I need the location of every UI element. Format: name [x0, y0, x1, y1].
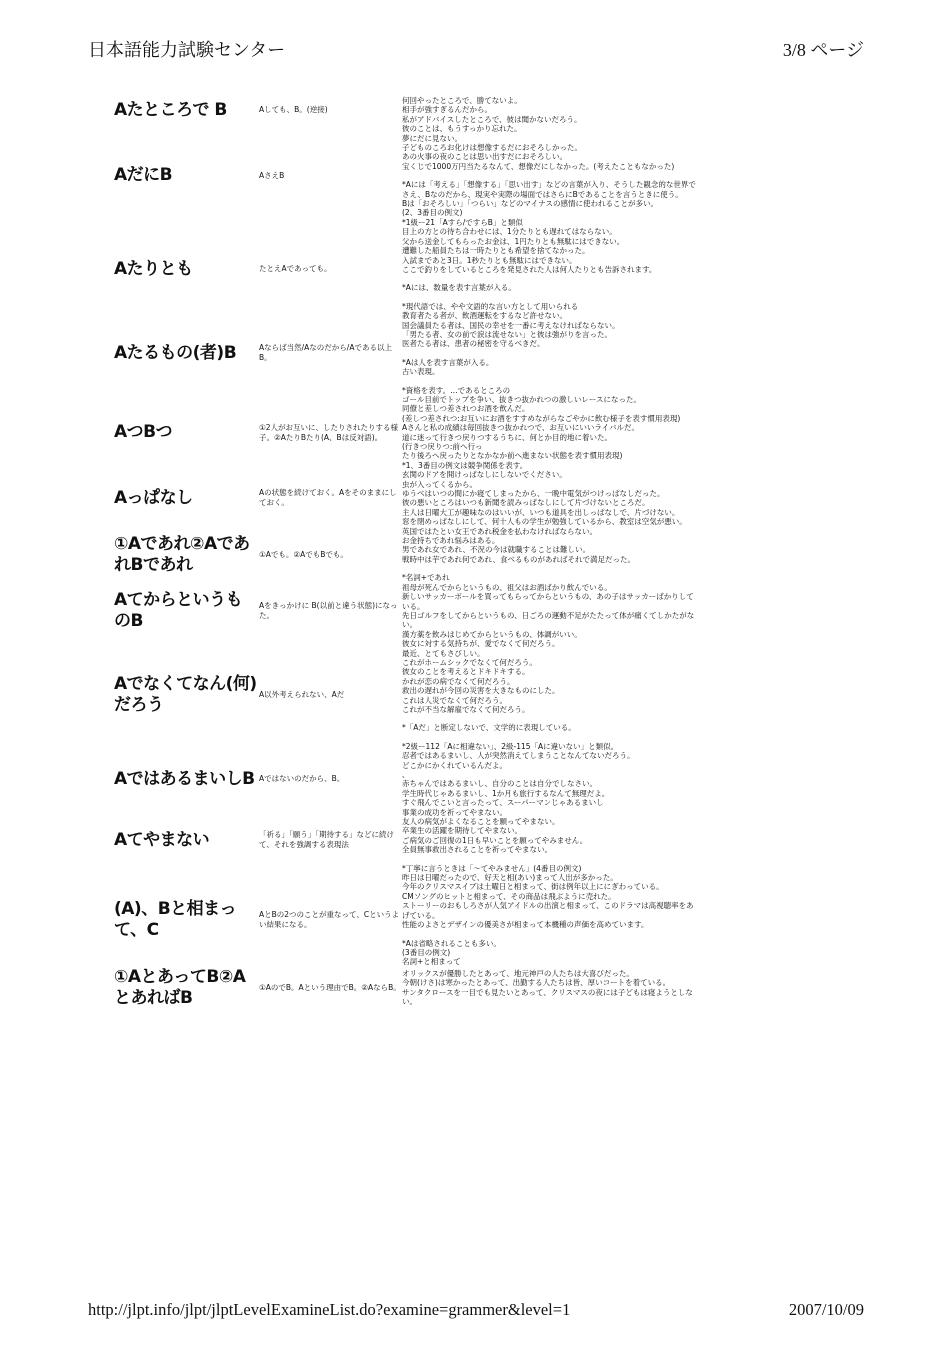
grammar-term: Aたるもの(者)B: [114, 342, 237, 363]
grammar-term: AだにB: [114, 165, 173, 186]
example-line: 教育者たる者が、飲酒運転をするなど許せない。: [402, 311, 567, 321]
grammar-term: Aでなくてなん(何)だろう: [114, 674, 257, 716]
example-line: 虫が入ってくるから。: [402, 479, 477, 489]
example-line: 祖母が死んでからというもの、祖父はお酒ばかり飲んでいる。: [402, 582, 612, 592]
grammar-term: ①AとあってB②AとあればB: [114, 966, 246, 1008]
grammar-term: Aたりとも: [114, 258, 193, 279]
grammar-meaning: ①Aでも。②AでもBでも。: [259, 549, 348, 559]
grammar-term: Aっぱなし: [114, 487, 193, 508]
example-sentences: [402, 470, 764, 526]
example-sentences: [402, 124, 764, 227]
example-line: *1、3番目の例文は競争関係を表す。: [402, 460, 528, 470]
example-line: [402, 293, 764, 302]
example-line: 古い表現。: [402, 367, 440, 377]
example-line: 同僚と差しつ差されつお酒を飲んだ。: [402, 404, 530, 414]
grammar-meaning: AさえB: [259, 170, 285, 180]
example-line: 性能のよさとデザインの優美さが相まって本機種の声価を高めています。: [402, 920, 649, 930]
example-line: 先日ゴルフをしてからというもの、日ごろの運動不足がたたって体が痛くてしかたがな: [402, 610, 695, 620]
example-line: すぐ飛んでこいと言ったって、スーパーマンじゃあるまいし: [402, 798, 604, 808]
example-line: 彼女のことを考えるとドキドキする。: [402, 667, 530, 677]
grammar-entry: [114, 311, 764, 395]
example-line: 今年のクリスマスイブは土曜日と相まって、街は例年以上ににぎわっている。: [402, 882, 664, 892]
grammar-meaning: たとえAであっても。: [259, 264, 332, 274]
example-line: 学生時代じゃあるまいし、1か月も旅行するなんて無理だよ。: [402, 788, 610, 798]
example-line: Bは「おそろしい」「つらい」などのマイナスの感情に使われることが多い。: [402, 199, 658, 209]
example-line: 医者たる者は、患者の秘密を守るべきだ。: [402, 339, 545, 349]
example-line: 男であれ女であれ、不況の今は就職することは難しい。: [402, 545, 590, 555]
example-line: 遭難した船員たちは一時たりとも希望を捨てなかった。: [402, 246, 590, 256]
example-line: い。: [402, 620, 417, 630]
grammar-meaning: ①2人がお互いに、したりされたりする様子。②AたりBたり(A、Bは反対語)。: [259, 422, 398, 442]
grammar-meaning: Aならば当然/Aなのだから/Aである以上B。: [259, 343, 392, 363]
example-line: 卒業生の活躍を期待してやまない。: [402, 826, 522, 836]
example-line: *Aは省略されることも多い。: [402, 938, 501, 948]
example-line: [402, 274, 764, 283]
grammar-entry: [114, 639, 764, 751]
example-sentences: [402, 311, 764, 395]
example-sentences: [402, 751, 764, 807]
example-line: *資格を表す。…であるところの: [402, 385, 511, 395]
example-line: 彼女に対する気持ちが、愛でなくて何だろう。: [402, 639, 560, 649]
example-line: *現代語では、やや文語的な言い方として用いられる: [402, 301, 579, 311]
example-line: これが不当な解雇でなくて何だろう。: [402, 704, 530, 714]
example-line: 今朝(けさ)は寒かったとあって、出勤する人たちは皆、厚いコートを着ている。: [402, 978, 671, 988]
example-line: 道に迷って行きつ戻りつするうちに、何とか目的地に着いた。: [402, 432, 612, 442]
example-sentences: [402, 969, 764, 1007]
example-line: 夢にだに見ない。: [402, 133, 462, 143]
example-line: 新しいサッカーボールを買ってもらってからというもの、あの子はサッカーばかりして: [402, 592, 694, 602]
grammar-entry: [114, 395, 764, 470]
grammar-table: [114, 96, 764, 1009]
example-line: 事業の成功を祈ってやまない。: [402, 807, 507, 817]
example-line: (行きつ戻りつ:前へ行っ: [402, 442, 483, 451]
grammar-entry: [114, 527, 764, 583]
example-line: 私がアドバイスしたところで、彼は聞かないだろう。: [402, 114, 582, 124]
example-line: *1級ー21「Aすら/ですらB」と類似: [402, 217, 523, 227]
footer-date: 2007/10/09: [788, 1300, 864, 1319]
example-line: ストーリーのおもしろさが人気アイドルの出演と相まって、このドラマは高視聴率をあ: [402, 901, 694, 911]
example-line: *丁寧に言うときは「～てやみません」(4番目の例文): [402, 863, 582, 873]
example-line: お金持ちであれ悩みはある。: [402, 536, 500, 546]
example-line: [402, 171, 764, 180]
example-line: *「Aだ」と断定しないで、文学的に表現している。: [402, 723, 576, 733]
grammar-meaning: AとBの2つのことが重なって、Cというよい結果になる。: [259, 909, 400, 929]
grammar-meaning: A以外考えられない、Aだ: [259, 690, 345, 700]
grammar-meaning: Aではないのだから、B。: [259, 774, 345, 784]
grammar-entry: [114, 873, 764, 967]
example-line: (差しつ差されつ:お互いにお酒をすすめながらなごやかに飲む様子を表す慣用表現): [402, 413, 681, 423]
example-line: *Aは人を表す言葉が入る。: [402, 357, 494, 367]
grammar-meaning: Aの状態を続けておく。Aをそのままにしておく。: [259, 488, 397, 508]
example-line: い。: [402, 997, 417, 1007]
example-line: あの火事の夜のことは思い出すだにおそろしい。: [402, 152, 567, 162]
example-line: 友人の病気がよくなることを願ってやまない。: [402, 817, 560, 827]
example-line: 何回やったところで、勝てないよ。: [402, 96, 522, 105]
example-line: 彼の悪いところはいつも新聞を読みっぱなしにして片づけないところだ。: [402, 498, 650, 508]
grammar-term: AではあるまいしB: [114, 768, 255, 789]
example-line: 昨日は日曜だったので、好天と相(あい)まって人出が多かった。: [402, 873, 618, 883]
grammar-entry: [114, 751, 764, 807]
example-sentences: [402, 96, 764, 124]
example-line: Aさんと私の成績は毎回抜きつ抜かれつで、お互いにいいライバルだ。: [402, 423, 639, 433]
example-line: 宝くじで1000万円当たるなんて、想像だにしなかった。(考えたこともなかった): [402, 161, 675, 171]
grammar-term: ①Aであれ②AであれBであれ: [114, 533, 250, 575]
example-line: 目上の方との待ち合わせには、1分たりとも遅れてはならない。: [402, 227, 617, 237]
example-line: 玄関のドアを開けっぱなしにしないでください。: [402, 470, 567, 480]
grammar-term: Aたところで B: [114, 99, 227, 120]
grammar-meaning: ①AのでB。Aという理由でB。②AならB。: [259, 982, 401, 992]
example-line: 彼のことは、もうすっかり忘れた。: [402, 124, 522, 134]
grammar-meaning: Aしても、B。(逆接): [259, 105, 328, 115]
example-line: (2、3番目の例文): [402, 208, 463, 218]
example-sentences: [402, 808, 764, 873]
example-line: (3番目の例文): [402, 947, 451, 957]
example-line: 英国ではたとい女王であれ税金を払わなければならない。: [402, 526, 597, 536]
grammar-meaning: Aをきっかけに B(以前と違う状態)になった。: [259, 600, 398, 620]
example-line: 相手が強すぎるんだから。: [402, 105, 492, 115]
example-line: *Aには「考える」「想像する」「思い出す」などの言葉が入り、そうした観念的な世界で: [402, 180, 696, 190]
grammar-entry: [114, 808, 764, 873]
example-line: サンタクロースを一目でも見たいとあって、クリスマスの夜には子どもは寝ようとしな: [402, 987, 693, 997]
example-line: 最近、とてもさびしい。: [402, 648, 485, 658]
example-line: CMソングのヒットと相まって、その商品は飛ぶように売れた。: [402, 891, 616, 901]
grammar-term: (A)、Bと相まって、C: [114, 898, 237, 940]
example-line: [402, 564, 764, 573]
example-line: ここで釣りをしているところを発見された人は何人たりとも告訴されます。: [402, 264, 657, 274]
example-line: 窓を閉めっぱなしにして、何十人もの学生が勉強しているから、教室は空気が悪い。: [402, 517, 687, 527]
example-line: 国会議員たる者は、国民の幸せを一番に考えなければならない。: [402, 320, 620, 330]
example-line: げている。: [402, 910, 440, 920]
example-line: たり後ろへ戻ったりとなかなか前へ進まない状態を表す慣用表現): [402, 451, 623, 461]
footer-url: http://jlpt.info/jlpt/jlptLevelExamineList.do?examine=grammer&level=1: [88, 1300, 571, 1319]
example-line: 「男たる者、女の前で涙は流せない」と彼は強がりを言った。: [402, 329, 612, 339]
example-line: 救出の遅れが今回の災害を大きなものにした。: [402, 686, 560, 696]
example-sentences: [402, 395, 764, 470]
example-line: *名詞+であれ: [402, 573, 450, 583]
grammar-entry: [114, 124, 764, 227]
example-line: ゆうべはいつの間にか寝てしまったから、一晩中電気がつけっぱなしだった。: [402, 489, 665, 499]
grammar-term: AてからというものB: [114, 589, 243, 631]
example-sentences: [402, 527, 764, 583]
grammar-entry: [114, 96, 764, 124]
example-sentences: [402, 583, 764, 639]
example-line: 忍者ではあるまいし、人が突然消えてしまうことなんてないだろう。: [402, 751, 635, 761]
example-line: ご病気のご回復の1日も早いことを願ってやみません。: [402, 835, 588, 845]
grammar-term: AつBつ: [114, 422, 173, 443]
grammar-entry: [114, 583, 764, 639]
example-sentences: [402, 639, 764, 751]
example-line: [402, 349, 764, 358]
example-line: [402, 855, 764, 864]
example-line: オリックスが優勝したとあって、地元神戸の人たちは大喜びだった。: [402, 968, 634, 978]
example-line: [402, 733, 764, 742]
example-line: *2級ー112「Aに相違ない」、2級-115「Aに違いない」と類似。: [402, 741, 619, 751]
example-line: 名詞+と相まって: [402, 957, 461, 967]
example-line: [402, 377, 764, 386]
example-line: 入試まであと3日。1秒たりとも無駄にはできない。: [402, 255, 577, 265]
example-line: 赤ちゃんではあるまいし、自分のことは自分でしなさい。: [402, 779, 597, 789]
grammar-term: Aてやまない: [114, 829, 210, 850]
example-sentences: [402, 227, 764, 311]
example-line: これがホームシックでなくて何だろう。: [402, 657, 537, 667]
example-line: 全員無事救出されることを祈ってやまない。: [402, 845, 552, 855]
example-line: 主人は日曜大工が趣味なのはいいが、いつも道具を出しっぱなしで、片づけない。: [402, 507, 680, 517]
page-header-title: 日本語能力試験センター: [88, 40, 286, 61]
example-line: どこかにかくれているんだよ。: [402, 760, 507, 770]
example-line: 戦時中は芋であれ何であれ、食べるものがあればそれで満足だった。: [402, 554, 635, 564]
example-line: かれが恋の病でなくて何だろう。: [402, 676, 515, 686]
example-line: ゴール目前でトップを争い、抜きつ抜かれつの激しいレースになった。: [402, 394, 641, 404]
grammar-entry: [114, 227, 764, 311]
example-line: *Aには、数量を表す言葉が入る。: [402, 283, 516, 293]
example-line: 子どものころお化けは想像するだにおそろしかった。: [402, 143, 582, 153]
page-number: 3/8 ページ: [782, 40, 864, 60]
example-line: [402, 930, 764, 939]
example-line: これは人災でなくて何だろう。: [402, 695, 507, 705]
example-line: さえ、Bなのだから、現実や実際の場面ではさらにBであることを言うときに使う。: [402, 189, 683, 199]
example-line: いる。: [402, 601, 425, 611]
example-line: 漢方薬を飲みはじめてからというもの、体調がいい。: [402, 629, 582, 639]
example-line: 、: [402, 770, 410, 779]
example-line: 父から送金してもらったお金は、1円たりとも無駄にはできない。: [402, 236, 625, 246]
example-sentences: [402, 873, 764, 967]
grammar-entry: [114, 470, 764, 526]
grammar-entry: [114, 967, 764, 1009]
grammar-meaning: 「祈る」「願う」「期待する」などに続けて、それを強調する表現法: [259, 830, 394, 850]
